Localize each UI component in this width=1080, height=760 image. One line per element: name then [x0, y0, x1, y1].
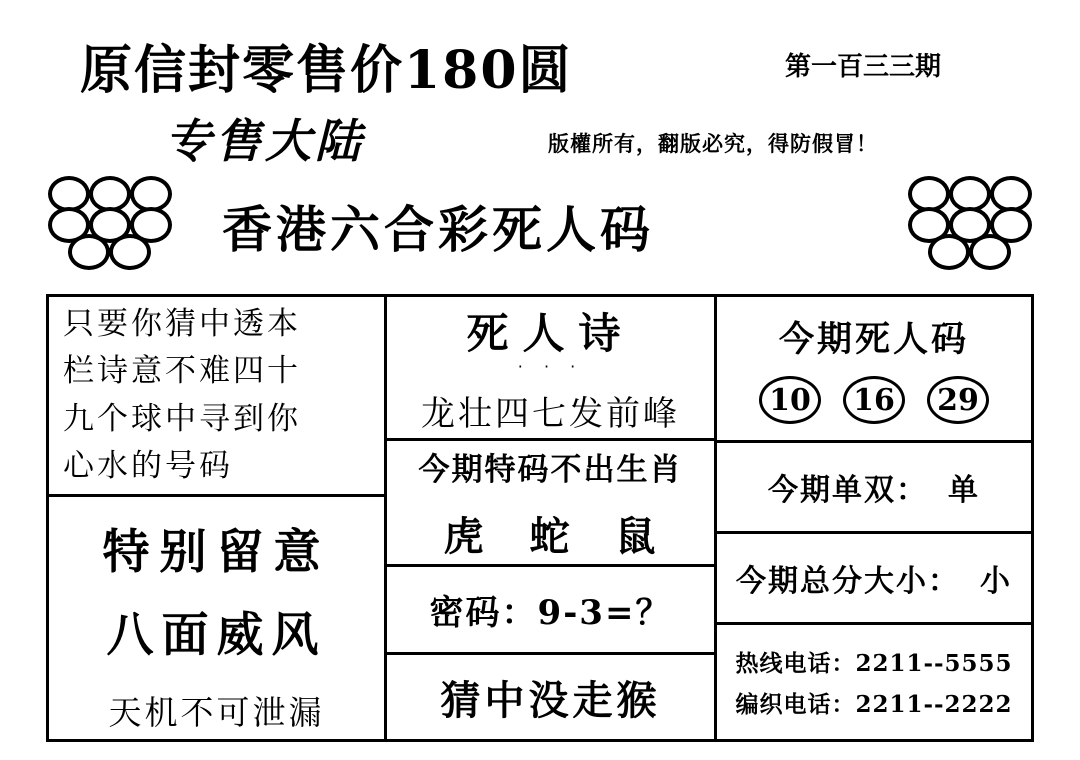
flower-ornament-right-icon [908, 176, 1032, 272]
poem-line: 龙壮四七发前峰 [421, 393, 680, 434]
issue-number: 第一百三三期 [785, 52, 942, 82]
hint-block [49, 297, 384, 497]
poem-title: 死人诗 [466, 308, 635, 358]
notice-subtext: 天机不可泄漏 [108, 693, 325, 732]
zodiac-item: 虎 [443, 512, 486, 560]
big-small-label: 今期总分大小： [736, 563, 960, 599]
poem-block [387, 297, 714, 441]
weave-phone-row [735, 686, 1012, 719]
zodiac-title: 今期特码不出生肖 [418, 451, 683, 488]
notice-title: 特别留意 [102, 525, 331, 580]
number-ball: 10 [759, 376, 821, 424]
column-middle [387, 297, 717, 739]
zodiac-list [444, 505, 658, 562]
hotline-value: 2211--5555 [855, 649, 1013, 677]
secret-code-text: 密码：9-3=？ [429, 593, 672, 633]
hotline-row [735, 645, 1012, 678]
hint-line: 心水的号码 [63, 447, 233, 484]
weave-phone-label: 编织电话： [735, 690, 856, 718]
odd-even-value: 单 [948, 472, 980, 508]
copyright-notice: 版權所有，翻版必究，得防假冒！ [548, 132, 878, 156]
zodiac-exclusion-block [387, 441, 714, 567]
number-ball: 16 [843, 376, 905, 424]
column-right [717, 297, 1031, 739]
death-numbers-title: 今期死人码 [778, 319, 969, 361]
odd-even-block [717, 443, 1031, 534]
zodiac-item: 蛇 [529, 512, 572, 560]
hint-line: 九个球中寻到你 [63, 400, 301, 437]
hotline-label: 热线电话： [735, 649, 856, 677]
mainland-subtitle: 专售大陆 [165, 114, 365, 168]
secret-code-block [387, 567, 714, 655]
content-grid [46, 294, 1034, 742]
death-numbers-block [717, 297, 1031, 443]
price-title: 原信封零售价180圆 [80, 40, 573, 101]
weave-phone-value: 2211--2222 [855, 690, 1013, 718]
odd-even-row [768, 465, 980, 509]
poster-header [0, 0, 1080, 280]
odd-even-label: 今期单双： [768, 472, 928, 508]
big-small-value: 小 [980, 563, 1012, 599]
guess-block [387, 655, 714, 739]
zodiac-item: 鼠 [615, 512, 658, 560]
special-notice-block [49, 497, 384, 739]
contact-block [717, 625, 1031, 739]
column-left [49, 297, 387, 739]
hint-line: 栏诗意不难四十 [63, 353, 301, 390]
number-ball: 29 [927, 376, 989, 424]
hint-line: 只要你猜中透本 [63, 306, 301, 343]
big-small-block [717, 534, 1031, 625]
poem-dots: · · · [517, 356, 584, 376]
death-numbers-row [759, 376, 989, 424]
big-small-row [736, 556, 1012, 600]
flower-ornament-left-icon [48, 176, 172, 272]
guess-text: 猜中没走猴 [440, 676, 661, 724]
notice-phrase: 八面威风 [106, 608, 327, 663]
page-title: 香港六合彩死人码 [222, 200, 654, 259]
